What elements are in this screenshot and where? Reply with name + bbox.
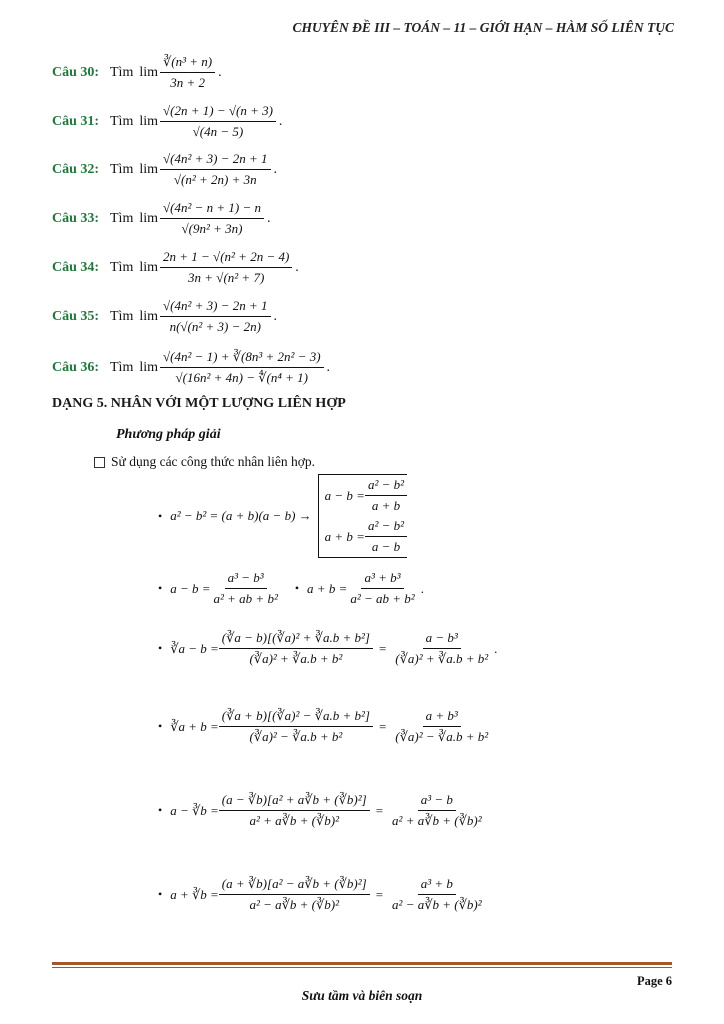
equals-sign: = <box>375 886 384 902</box>
bullet-icon: • <box>158 719 163 733</box>
fraction-denominator: (∛a)² − ∛a.b + b² <box>249 729 343 744</box>
fraction-denominator: a² − ab + b² <box>350 591 415 606</box>
formula-cuberoot-a-minus-b <box>158 630 497 667</box>
period: . <box>267 210 271 226</box>
formula-left: ∛a + b = <box>170 718 219 734</box>
fraction-denominator: (∛a)² + ∛a.b + b² <box>249 651 343 666</box>
equals-sign: = <box>378 718 387 734</box>
fraction-numerator: √(4n² − n + 1) − n <box>160 200 264 219</box>
formula-fraction <box>389 792 485 829</box>
question-verb: Tìm <box>110 359 134 375</box>
question-label: Câu 30: <box>52 64 100 80</box>
question-36 <box>52 349 330 386</box>
lim-symbol: lim <box>139 210 159 226</box>
formula-fraction <box>392 708 491 745</box>
formula-difference-of-squares <box>158 474 407 558</box>
fraction-numerator: (a + ∛b)[a² − a∛b + (∛b)²] <box>219 876 370 895</box>
formula-left: ∛a − b = <box>170 640 219 656</box>
fraction-numerator: (∛a + b)[(∛a)² − ∛a.b + b²] <box>219 708 373 727</box>
bullet-icon: • <box>158 803 163 817</box>
question-verb: Tìm <box>110 210 134 226</box>
fraction-numerator: √(4n² + 3) − 2n + 1 <box>160 151 271 170</box>
period: . <box>326 359 331 375</box>
formula-fraction <box>211 570 281 607</box>
page-header: CHUYÊN ĐỀ III – TOÁN – 11 – GIỚI HẠN – HÀM SỐ LIÊN TỤC <box>292 20 674 35</box>
fraction-numerator: √(4n² + 3) − 2n + 1 <box>160 298 271 317</box>
fraction-denominator: 3n + 2 <box>170 75 205 90</box>
fraction-numerator: a³ + b <box>418 876 456 895</box>
formula-left: a + b = <box>307 580 348 596</box>
footer-divider <box>52 962 672 965</box>
bullet-icon: • <box>158 887 163 901</box>
period: . <box>218 64 222 80</box>
limit-fraction <box>160 151 271 188</box>
fraction-numerator: (∛a − b)[(∛a)² + ∛a.b + b²] <box>219 630 373 649</box>
bullet-icon: • <box>158 641 163 655</box>
case-fraction <box>365 477 407 514</box>
case-line <box>325 477 407 514</box>
case-line <box>325 518 407 555</box>
fraction-numerator: a² − b² <box>365 477 407 496</box>
question-label: Câu 32: <box>52 161 100 177</box>
question-31 <box>52 103 282 140</box>
equals-sign: = <box>378 640 387 656</box>
fraction-denominator: (∛a)² − ∛a.b + b² <box>395 729 489 744</box>
question-verb: Tìm <box>110 113 134 129</box>
formula-fraction <box>347 570 417 607</box>
period: . <box>273 161 278 177</box>
question-34 <box>52 249 299 286</box>
question-verb: Tìm <box>110 64 134 80</box>
fraction-numerator: a + b³ <box>423 708 461 727</box>
formula-left: a² − b² = (a + b)(a − b) → <box>170 508 312 523</box>
formula-cubes <box>158 570 424 607</box>
formula-fraction <box>219 792 370 829</box>
lim-symbol: lim <box>139 113 159 129</box>
fraction-denominator: a² − a∛b + (∛b)² <box>392 897 482 912</box>
footer-credit: Sưu tầm và biên soạn <box>301 988 423 1003</box>
period: . <box>420 580 424 596</box>
formula-fraction <box>219 630 373 667</box>
fraction-numerator: a − b³ <box>423 630 461 649</box>
fraction-numerator: a² − b² <box>365 518 407 537</box>
fraction-numerator: 2n + 1 − √(n² + 2n − 4) <box>160 249 292 268</box>
fraction-denominator: √(16n² + 4n) − ∜(n⁴ + 1) <box>175 370 309 385</box>
fraction-denominator: (∛a)² + ∛a.b + b² <box>395 651 489 666</box>
limit-fraction <box>160 298 271 335</box>
limit-fraction <box>160 249 292 286</box>
question-label: Câu 36: <box>52 359 100 375</box>
lim-symbol: lim <box>139 64 159 80</box>
fraction-numerator: √(2n + 1) − √(n + 3) <box>160 103 276 122</box>
bullet-icon: • <box>158 581 163 595</box>
question-35 <box>52 298 277 335</box>
fraction-numerator: ∛(n³ + n) <box>160 54 215 73</box>
fraction-denominator: √(9n² + 3n) <box>181 221 243 236</box>
question-33 <box>52 200 271 237</box>
method-heading: Phương pháp giải <box>116 427 221 442</box>
lim-symbol: lim <box>139 359 159 375</box>
question-label: Câu 34: <box>52 259 100 275</box>
question-30 <box>52 54 222 91</box>
fraction-denominator: a² − a∛b + (∛b)² <box>249 897 340 912</box>
lim-symbol: lim <box>139 259 159 275</box>
fraction-denominator: a² + a∛b + (∛b)² <box>392 813 482 828</box>
lim-symbol: lim <box>139 308 159 324</box>
question-label: Câu 31: <box>52 113 100 129</box>
fraction-numerator: a³ − b³ <box>225 570 267 589</box>
case-left: a − b = <box>324 487 365 503</box>
bullet-icon: • <box>158 508 163 523</box>
question-label: Câu 33: <box>52 210 100 226</box>
formula-left: a − ∛b = <box>170 802 219 818</box>
question-verb: Tìm <box>110 308 134 324</box>
period: . <box>273 308 278 324</box>
fraction-denominator: a² + a∛b + (∛b)² <box>249 813 340 828</box>
checkbox-icon <box>94 457 105 468</box>
formula-fraction <box>389 876 485 913</box>
formula-fraction <box>219 876 370 913</box>
formula-left: a + ∛b = <box>170 886 219 902</box>
formula-cuberoot-a-plus-b <box>158 708 491 745</box>
limit-fraction <box>160 349 324 386</box>
fraction-numerator: a³ − b <box>418 792 456 811</box>
period: . <box>295 259 299 275</box>
bullet-icon: • <box>294 581 300 595</box>
question-label: Câu 35: <box>52 308 100 324</box>
formula-left: a − b = <box>170 580 211 596</box>
fraction-denominator: √(n² + 2n) + 3n <box>173 172 257 187</box>
formula-fraction <box>219 708 373 745</box>
fraction-denominator: 3n + √(n² + 7) <box>188 270 265 285</box>
question-32 <box>52 151 277 188</box>
period: . <box>494 640 498 656</box>
intro-line <box>94 454 315 470</box>
fraction-denominator: a + b <box>371 498 401 513</box>
case-fraction <box>365 518 407 555</box>
fraction-denominator: n(√(n² + 3) − 2n) <box>169 319 261 334</box>
page-number: Page 6 <box>636 974 672 988</box>
fraction-denominator: a² + ab + b² <box>213 591 278 606</box>
limit-fraction <box>160 54 215 91</box>
case-left: a + b = <box>324 528 365 544</box>
bracket-cases <box>318 474 407 558</box>
fraction-numerator: √(4n² − 1) + ∛(8n³ + 2n² − 3) <box>160 349 324 368</box>
intro-text: Sử dụng các công thức nhân liên hợp. <box>111 454 315 469</box>
fraction-numerator: a³ + b³ <box>361 570 403 589</box>
section-title: DẠNG 5. NHÂN VỚI MỘT LƯỢNG LIÊN HỢP <box>52 396 346 411</box>
fraction-denominator: √(4n − 5) <box>192 124 244 139</box>
limit-fraction <box>160 200 264 237</box>
limit-fraction <box>160 103 276 140</box>
formula-a-plus-cuberoot-b <box>158 876 485 913</box>
fraction-denominator: a − b <box>371 539 401 554</box>
equals-sign: = <box>375 802 384 818</box>
question-verb: Tìm <box>110 259 134 275</box>
footer-divider <box>52 967 672 968</box>
period: . <box>278 113 283 129</box>
fraction-numerator: (a − ∛b)[a² + a∛b + (∛b)²] <box>219 792 370 811</box>
formula-a-minus-cuberoot-b <box>158 792 485 829</box>
formula-fraction <box>392 630 491 667</box>
question-verb: Tìm <box>110 161 134 177</box>
lim-symbol: lim <box>139 161 159 177</box>
